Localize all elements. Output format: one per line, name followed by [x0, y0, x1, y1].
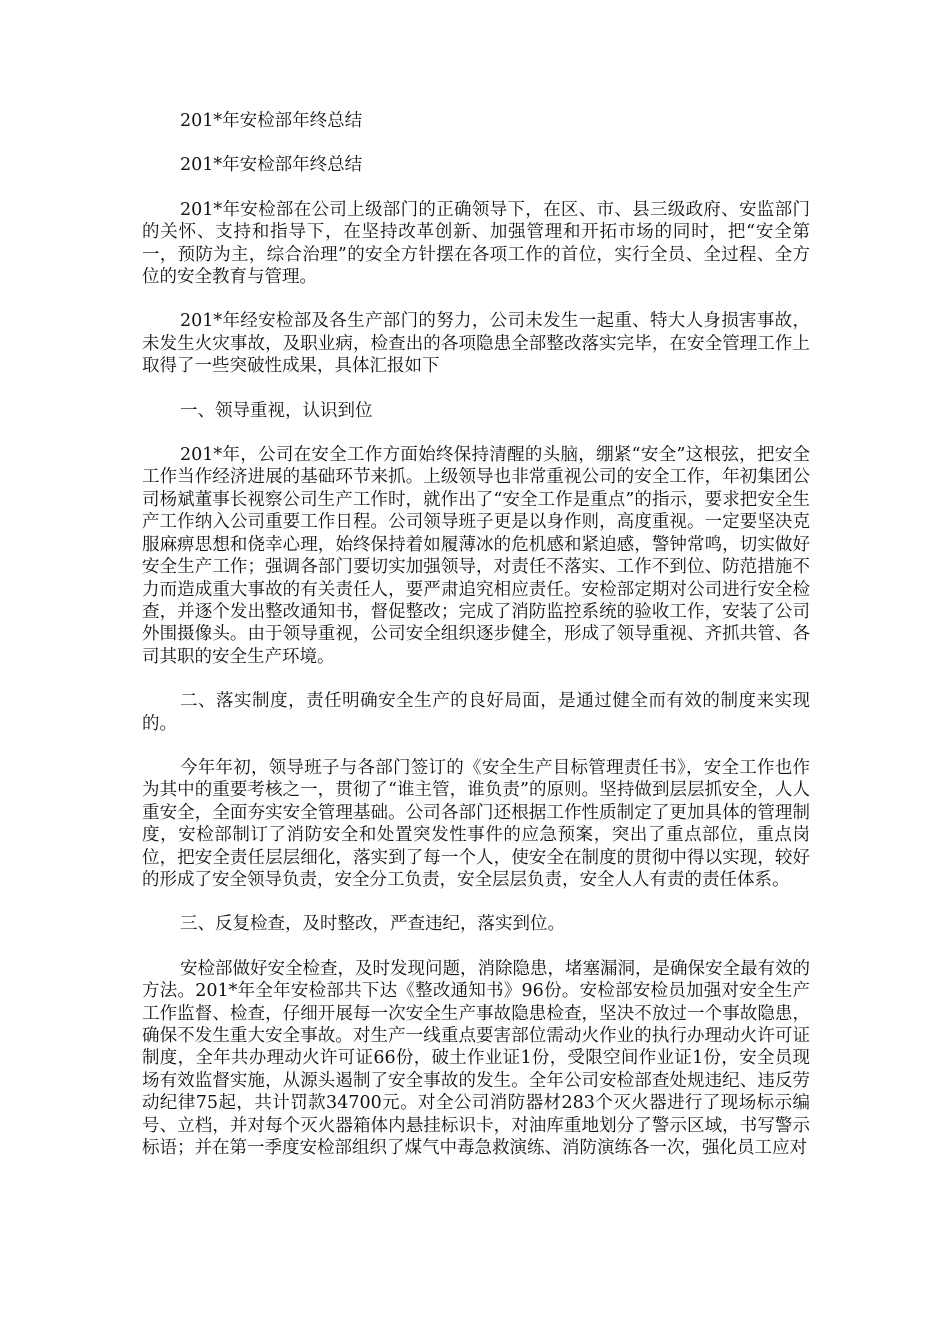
section-heading-1: 一、领导重视，认识到位 [180, 400, 373, 421]
paragraph-section-3: 安检部做好安全检查，及时发现问题，消除隐患，堵塞漏洞，是确保安全最有效的方法。201*年全年安检部共下达《整改通知书》96份。安检部安检员加强对安全生产工作监督、检查，仔细开展每一次安全生产事故隐患检查，坚决不放过一个事故隐患，确保不发生重大安全事故。对生产一线重点要害部位需动火作业的执行办理动火许可证制度，全年共办理动火许可证66份，破土作业证1份，受限空间作业证1份，安全员现场有效监督实施，从源头遏制了安全事故的发生。全年公司安检部查处规违纪、违反劳动纪律75起，共计罚款34700元。对全公司消防器材283个灭火器进行了现场标示编号、立档，并对每个灭火器箱体内悬挂标识卡，对油库重地划分了警示区域，书写警示标语；并在第一季度安检部组织了煤气中毒急救演练、消防演练各一次，强化员工应对 [142, 958, 810, 1159]
paragraph-section-1: 201*年，公司在安全工作方面始终保持清醒的头脑，绷紧“安全”这根弦，把安全工作当作经济进展的基础环节来抓。上级领导也非常重视公司的安全工作，年初集团公司杨斌董事长视察公司生产工作时，就作出了“安全工作是重点”的指示，要求把安全生产工作纳入公司重要工作日程。公司领导班子更是以身作则，高度重视。一定要坚决克服麻痹思想和侥幸心理，始终保持着如履薄冰的危机感和紧迫感，警钟常鸣，切实做好安全生产工作；强调各部门要切实加强领导，对责任不落实、工作不到位、防范措施不力而造成重大事故的有关责任人，要严肃追究相应责任。安检部定期对公司进行安全检查，并逐个发出整改通知书，督促整改；完成了消防监控系统的验收工作，安装了公司外围摄像头。由于领导重视，公司安全组织逐步健全，形成了领导重视、齐抓共管、各司其职的安全生产环境。 [142, 445, 810, 667]
section-heading-3: 三、反复检查，及时整改，严查违纪，落实到位。 [180, 914, 565, 935]
document-page [142, 110, 810, 1181]
document-subtitle: 201*年安检部年终总结 [180, 155, 363, 176]
section-heading-2: 二、落实制度，责任明确安全生产的良好局面，是通过健全而有效的制度来实现的。 [142, 691, 810, 734]
paragraph-intro: 201*年安检部在公司上级部门的正确领导下，在区、市、县三级政府、安监部门的关怀、支持和指导下，在坚持改革创新、加强管理和开拓市场的同时，把“安全第一，预防为主，综合治理”的安全方针摆在各项工作的首位，实行全员、全过程、全方位的安全教育与管理。 [142, 199, 810, 288]
document-title: 201*年安检部年终总结 [180, 111, 363, 131]
paragraph-summary: 201*年经安检部及各生产部门的努力，公司未发生一起重、特大人身损害事故，未发生火灾事故，及职业病，检查出的各项隐患全部整改落实完毕，在安全管理工作上取得了一些突破性成果，具体汇报如下 [142, 311, 810, 377]
paragraph-section-2: 今年年初，领导班子与各部门签订的《安全生产目标管理责任书》，安全工作也作为其中的重要考核之一，贯彻了“谁主管，谁负责”的原则。坚持做到层层抓安全，人人重安全，全面夯实安全管理基础。公司各部门还根据工作性质制定了更加具体的管理制度，安检部制订了消防安全和处置突发性事件的应急预案，突出了重点部位，重点岗位，把安全责任层层细化，落实到了每一个人，使安全在制度的贯彻中得以实现，较好的形成了安全领导负责，安全分工负责，安全层层负责，安全人人有责的责任体系。 [142, 757, 810, 890]
